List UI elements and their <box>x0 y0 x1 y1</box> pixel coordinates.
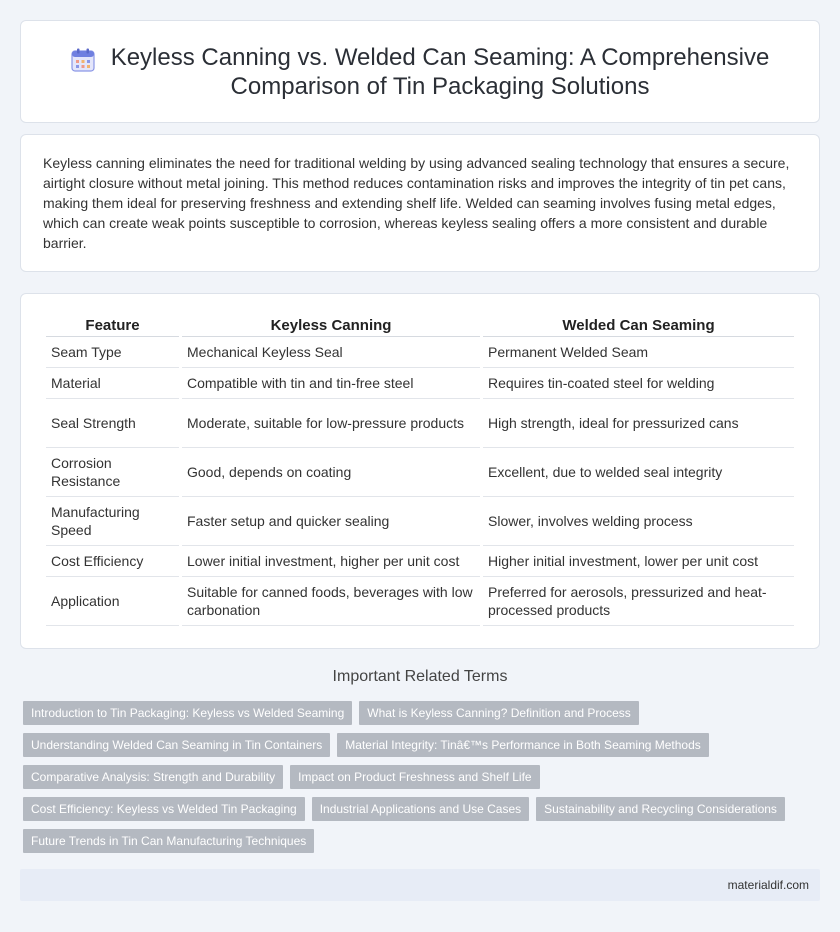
intro-paragraph: Keyless canning eliminates the need for traditional welding by using advanced sealing technology that ensures a secure, airtight closure without metal joining. This method reduces contamination risks and improves the integrity of tin pet cans, making them ideal for preserving freshness and extending shelf life. Welded can seaming involves fusing metal edges, which can create weak points susceptible to corrosion, whereas keyless sealing offers a more consistent and durable barrier. <box>43 155 790 251</box>
title-card <box>20 20 820 123</box>
row-keyless: Moderate, suitable for low-pressure products <box>182 399 480 448</box>
table-header-row <box>46 314 794 337</box>
related-term-tag[interactable]: Sustainability and Recycling Considerations <box>536 797 785 821</box>
row-feature: Material <box>46 368 179 399</box>
footer <box>20 869 820 901</box>
related-term-tag[interactable]: Introduction to Tin Packaging: Keyless vs Welded Seaming <box>23 701 352 725</box>
row-feature: Seal Strength <box>46 399 179 448</box>
row-keyless: Compatible with tin and tin-free steel <box>182 368 480 399</box>
row-welded: Requires tin-coated steel for welding <box>483 368 794 399</box>
row-welded: Slower, involves welding process <box>483 497 794 546</box>
header-feature: Feature <box>46 314 179 337</box>
comparison-card <box>20 293 820 649</box>
row-feature: Application <box>46 577 179 626</box>
intro-card <box>20 134 820 272</box>
table-row <box>46 448 794 497</box>
footer-site-link[interactable]: materialdif.com <box>727 878 809 892</box>
table-row <box>46 399 794 448</box>
header-welded: Welded Can Seaming <box>483 314 794 337</box>
row-keyless: Mechanical Keyless Seal <box>182 337 480 368</box>
related-term-tag[interactable]: Understanding Welded Can Seaming in Tin Containers <box>23 733 330 757</box>
row-keyless: Suitable for canned foods, beverages with low carbonation <box>182 577 480 626</box>
comparison-table <box>43 314 797 626</box>
row-welded: Permanent Welded Seam <box>483 337 794 368</box>
row-welded: High strength, ideal for pressurized cans <box>483 399 794 448</box>
table-row <box>46 546 794 577</box>
table-row <box>46 577 794 626</box>
row-welded: Excellent, due to welded seal integrity <box>483 448 794 497</box>
table-row <box>46 337 794 368</box>
related-terms-heading: Important Related Terms <box>332 668 508 685</box>
row-welded: Preferred for aerosols, pressurized and heat-processed products <box>483 577 794 626</box>
row-keyless: Faster setup and quicker sealing <box>182 497 480 546</box>
related-term-tag[interactable]: Comparative Analysis: Strength and Durability <box>23 765 283 789</box>
row-feature: Cost Efficiency <box>46 546 179 577</box>
related-terms-list <box>23 701 813 853</box>
related-term-tag[interactable]: Future Trends in Tin Can Manufacturing Techniques <box>23 829 314 853</box>
related-term-tag[interactable]: Material Integrity: Tinâ€™s Performance in Both Seaming Methods <box>337 733 709 757</box>
related-term-tag[interactable]: Cost Efficiency: Keyless vs Welded Tin Packaging <box>23 797 305 821</box>
related-term-tag[interactable]: What is Keyless Canning? Definition and Process <box>359 701 638 725</box>
related-term-tag[interactable]: Impact on Product Freshness and Shelf Life <box>290 765 539 789</box>
header-keyless: Keyless Canning <box>182 314 480 337</box>
row-keyless: Lower initial investment, higher per unit cost <box>182 546 480 577</box>
page-title: Keyless Canning vs. Welded Can Seaming: A Comprehensive Comparison of Tin Packaging Solutions <box>110 43 770 100</box>
row-feature: Seam Type <box>46 337 179 368</box>
calendar-icon <box>70 47 96 73</box>
row-feature: Manufacturing Speed <box>46 497 179 546</box>
row-keyless: Good, depends on coating <box>182 448 480 497</box>
row-welded: Higher initial investment, lower per unit cost <box>483 546 794 577</box>
table-row <box>46 368 794 399</box>
row-feature: Corrosion Resistance <box>46 448 179 497</box>
table-row <box>46 497 794 546</box>
related-term-tag[interactable]: Industrial Applications and Use Cases <box>312 797 529 821</box>
